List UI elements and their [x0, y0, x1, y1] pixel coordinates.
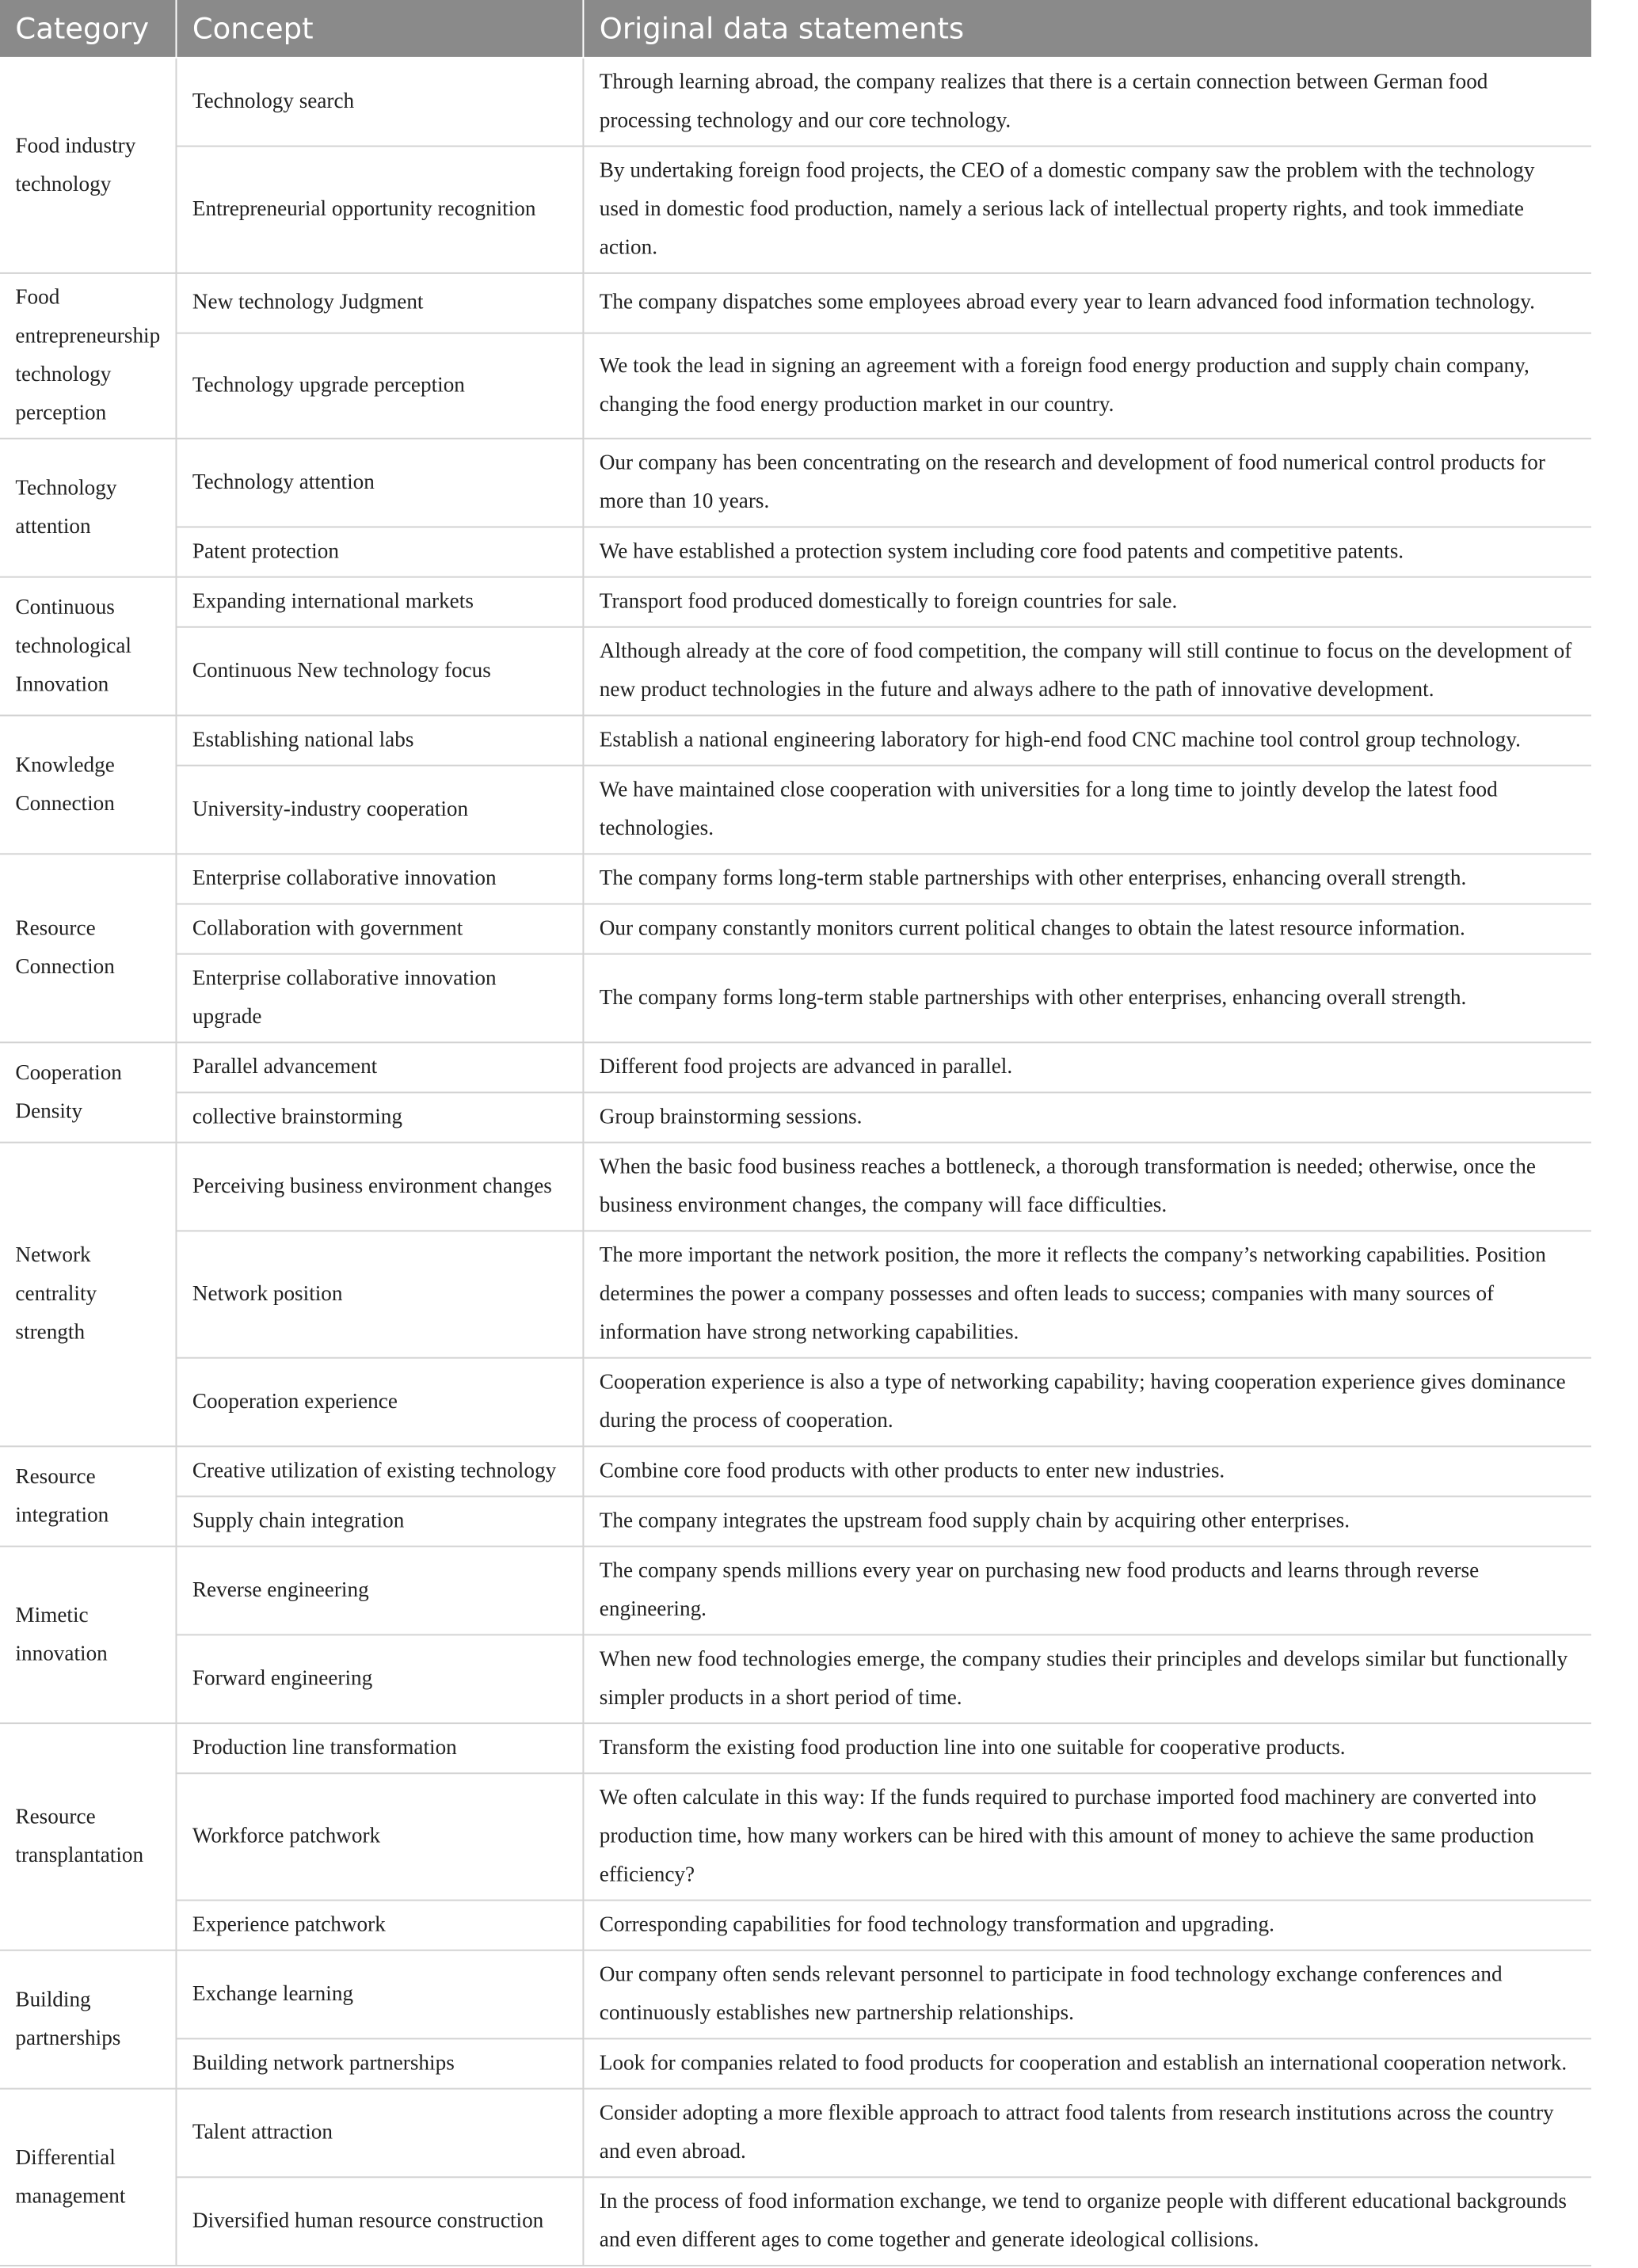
concept-cell: Enterprise collaborative innovation upgrade [176, 954, 583, 1043]
table-row [0, 2177, 1591, 2266]
table-row [0, 1143, 1591, 1231]
concept-cell: Technology attention [176, 439, 583, 527]
statement-cell: The company forms long-term stable partnerships with other enterprises, enhancing overall strength. [583, 954, 1591, 1043]
category-cell: Resource integration [0, 1446, 176, 1546]
concept-cell: Technology upgrade perception [176, 333, 583, 438]
concept-cell: Expanding international markets [176, 577, 583, 627]
table-row [0, 1723, 1591, 1773]
statement-cell: By undertaking foreign food projects, the CEO of a domestic company saw the problem with the technology used in domestic food production, namely a serious lack of intellectual property rights, and took immediate action. [583, 147, 1591, 273]
concept-cell: Talent attraction [176, 2089, 583, 2178]
category-cell: Knowledge Connection [0, 715, 176, 854]
header-concept: Concept [176, 0, 583, 58]
concept-cell: Building network partnerships [176, 2038, 583, 2088]
concept-cell: Creative utilization of existing technology [176, 1446, 583, 1496]
statement-cell: Through learning abroad, the company realizes that there is a certain connection between German food processing technology and our core technology. [583, 58, 1591, 147]
table-row [0, 147, 1591, 273]
concept-cell: New technology Judgment [176, 273, 583, 333]
table-row [0, 1093, 1591, 1143]
category-cell: Cooperation Density [0, 1042, 176, 1142]
concept-cell: Parallel advancement [176, 1042, 583, 1092]
table-row [0, 854, 1591, 904]
category-cell: Resource transplantation [0, 1723, 176, 1950]
concept-cell: Perceiving business environment changes [176, 1143, 583, 1231]
statement-cell: Our company has been concentrating on the research and development of food numerical control products for more than 10 years. [583, 439, 1591, 527]
table-row [0, 577, 1591, 627]
table-row [0, 1446, 1591, 1496]
concept-cell: Experience patchwork [176, 1901, 583, 1950]
category-cell: Resource Connection [0, 854, 176, 1042]
statement-cell: We have established a protection system including core food patents and competitive patents. [583, 527, 1591, 577]
concept-cell: Cooperation experience [176, 1358, 583, 1447]
concept-cell: Collaboration with government [176, 904, 583, 953]
table-row [0, 1950, 1591, 2039]
concept-cell: Establishing national labs [176, 715, 583, 765]
statement-cell: The company spends millions every year on purchasing new food products and learns through reverse engineering. [583, 1547, 1591, 1635]
table-row [0, 1773, 1591, 1900]
category-cell: Network centrality strength [0, 1143, 176, 1447]
table-row [0, 439, 1591, 527]
concept-cell: Patent protection [176, 527, 583, 577]
table-body [0, 58, 1591, 2266]
table-row [0, 1901, 1591, 1950]
statement-cell: We have maintained close cooperation with universities for a long time to jointly develop the latest food technologies. [583, 766, 1591, 854]
table-row [0, 627, 1591, 716]
table-header [0, 0, 1591, 58]
statement-cell: We took the lead in signing an agreement with a foreign food energy production and supply chain company, changing the food energy production market in our country. [583, 333, 1591, 438]
concept-cell: Workforce patchwork [176, 1773, 583, 1900]
table-row [0, 766, 1591, 854]
header-category: Category [0, 0, 176, 58]
statement-cell: Consider adopting a more flexible approach to attract food talents from research institutions across the country and even abroad. [583, 2089, 1591, 2178]
statement-cell: Cooperation experience is also a type of networking capability; having cooperation experience gives dominance during the process of cooperation. [583, 1358, 1591, 1447]
concept-cell: Entrepreneurial opportunity recognition [176, 147, 583, 273]
category-cell: Differential management [0, 2089, 176, 2266]
statement-cell: Group brainstorming sessions. [583, 1093, 1591, 1143]
table-row [0, 1042, 1591, 1092]
concept-cell: Production line transformation [176, 1723, 583, 1773]
statement-cell: Different food projects are advanced in parallel. [583, 1042, 1591, 1092]
statement-cell: In the process of food information exchange, we tend to organize people with different educational backgrounds and even different ages to come together and generate ideological collisions. [583, 2177, 1591, 2266]
category-cell: Food entrepreneurship technology perception [0, 273, 176, 439]
statement-cell: The company dispatches some employees abroad every year to learn advanced food information technology. [583, 273, 1591, 333]
statement-cell: When new food technologies emerge, the company studies their principles and develops similar but functionally simpler products in a short period of time. [583, 1634, 1591, 1723]
statement-cell: We often calculate in this way: If the funds required to purchase imported food machinery are converted into production time, how many workers can be hired with this amount of money to achieve the same production efficiency? [583, 1773, 1591, 1900]
table-row [0, 58, 1591, 147]
concept-cell: Network position [176, 1231, 583, 1357]
statement-cell: Although already at the core of food competition, the company will still continue to focus on the development of new product technologies in the future and always adhere to the path of innovative development. [583, 627, 1591, 716]
category-cell: Technology attention [0, 439, 176, 577]
concept-cell: Exchange learning [176, 1950, 583, 2039]
table-row [0, 333, 1591, 438]
category-cell: Continuous technological Innovation [0, 577, 176, 716]
statement-cell: Look for companies related to food products for cooperation and establish an international cooperation network. [583, 2038, 1591, 2088]
table-row [0, 1634, 1591, 1723]
table-row [0, 954, 1591, 1043]
concept-cell: Supply chain integration [176, 1497, 583, 1547]
statement-cell: Establish a national engineering laboratory for high-end food CNC machine tool control group technology. [583, 715, 1591, 765]
category-cell: Food industry technology [0, 58, 176, 273]
concept-cell: Continuous New technology focus [176, 627, 583, 716]
statement-cell: The company integrates the upstream food supply chain by acquiring other enterprises. [583, 1497, 1591, 1547]
concept-cell: Forward engineering [176, 1634, 583, 1723]
statement-cell: Our company constantly monitors current political changes to obtain the latest resource information. [583, 904, 1591, 953]
category-cell: Mimetic innovation [0, 1547, 176, 1723]
statement-cell: When the basic food business reaches a bottleneck, a thorough transformation is needed; otherwise, once the business environment changes, the company will face difficulties. [583, 1143, 1591, 1231]
statement-cell: Our company often sends relevant personnel to participate in food technology exchange conferences and continuously establishes new partnership relationships. [583, 1950, 1591, 2039]
header-row [0, 0, 1591, 58]
statement-cell: Transform the existing food production line into one suitable for cooperative products. [583, 1723, 1591, 1773]
table-row [0, 904, 1591, 953]
table-row [0, 527, 1591, 577]
table-row [0, 273, 1591, 333]
header-statements: Original data statements [583, 0, 1591, 58]
table-row [0, 1547, 1591, 1635]
statement-cell: Transport food produced domestically to foreign countries for sale. [583, 577, 1591, 627]
concept-cell: collective brainstorming [176, 1093, 583, 1143]
table-row [0, 715, 1591, 765]
concept-cell: University-industry cooperation [176, 766, 583, 854]
concept-cell: Reverse engineering [176, 1547, 583, 1635]
statement-cell: The company forms long-term stable partnerships with other enterprises, enhancing overall strength. [583, 854, 1591, 904]
concept-cell: Enterprise collaborative innovation [176, 854, 583, 904]
statement-cell: Corresponding capabilities for food technology transformation and upgrading. [583, 1901, 1591, 1950]
table-row [0, 2089, 1591, 2178]
table-row [0, 1358, 1591, 1447]
concept-cell: Technology search [176, 58, 583, 147]
table-row [0, 1231, 1591, 1357]
statement-cell: Combine core food products with other products to enter new industries. [583, 1446, 1591, 1496]
category-cell: Building partnerships [0, 1950, 176, 2089]
statement-cell: The more important the network position, the more it reflects the company’s networking capabilities. Position determines the power a company possesses and often leads to success; companies with many sources of information have strong networking capabilities. [583, 1231, 1591, 1357]
table-row [0, 1497, 1591, 1547]
concept-cell: Diversified human resource construction [176, 2177, 583, 2266]
table-row [0, 2038, 1591, 2088]
